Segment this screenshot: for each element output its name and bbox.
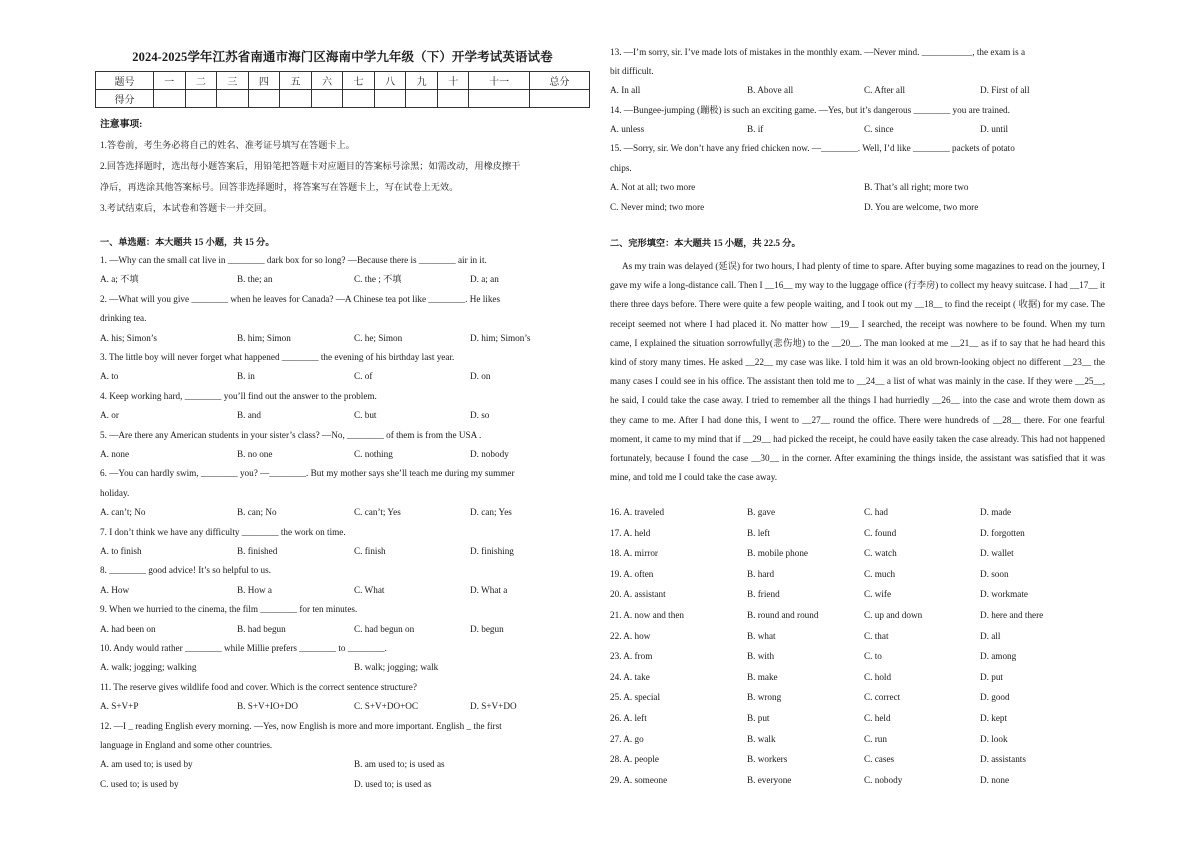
option[interactable]: A. am used to; is used by bbox=[100, 759, 193, 770]
score-cell: 八 bbox=[374, 72, 406, 90]
cloze-option[interactable]: C. cases bbox=[864, 754, 895, 765]
cloze-option[interactable]: C. held bbox=[864, 713, 891, 723]
cloze-option[interactable]: B. hard bbox=[747, 568, 775, 579]
option[interactable]: C. After all bbox=[864, 85, 906, 95]
option[interactable]: B. can; No bbox=[237, 507, 277, 518]
cloze-option[interactable]: D. made bbox=[980, 507, 1012, 517]
option[interactable]: D. begun bbox=[470, 623, 504, 634]
cloze-option[interactable]: D. none bbox=[980, 774, 1010, 785]
cloze-option[interactable]: D. look bbox=[980, 733, 1008, 744]
option[interactable]: A. S+V+P bbox=[100, 701, 139, 712]
cloze-option[interactable]: 25. A. special bbox=[610, 692, 661, 703]
cloze-option[interactable]: B. put bbox=[747, 713, 770, 723]
question-text: 7. I don’t think we have any difficulty ________ the work on time. bbox=[100, 526, 346, 537]
score-input-cell[interactable] bbox=[437, 90, 469, 108]
score-table-score-row bbox=[96, 90, 590, 108]
score-cell: 十一 bbox=[469, 72, 529, 90]
score-cell: 题号 bbox=[96, 72, 154, 90]
score-input-cell[interactable] bbox=[529, 90, 589, 108]
score-input-cell[interactable] bbox=[185, 90, 217, 108]
question-text: 10. Andy would rather ________ while Millie prefers ________ to ________. bbox=[100, 643, 387, 653]
cloze-option[interactable]: C. wife bbox=[864, 589, 892, 600]
option[interactable]: D. You are welcome, two more bbox=[864, 202, 979, 212]
question-15-cont: chips. bbox=[610, 163, 632, 173]
question-text-cont: language in England and some other countries. bbox=[100, 740, 273, 750]
cloze-option[interactable]: C. to bbox=[864, 651, 882, 662]
question-text: 11. The reserve gives wildlife food and cover. Which is the correct sentence structure? bbox=[100, 681, 417, 692]
cloze-option[interactable]: B. left bbox=[747, 527, 770, 538]
cloze-option[interactable]: D. good bbox=[980, 692, 1010, 703]
option[interactable]: A. or bbox=[100, 410, 119, 421]
cloze-option[interactable]: C. up and down bbox=[864, 610, 923, 620]
option[interactable]: C. nothing bbox=[354, 449, 393, 459]
score-input-cell[interactable] bbox=[217, 90, 249, 108]
cloze-option[interactable]: B. with bbox=[747, 651, 775, 662]
score-cell: 四 bbox=[248, 72, 280, 90]
option[interactable]: A. to finish bbox=[100, 546, 142, 556]
cloze-option[interactable]: B. workers bbox=[747, 754, 788, 765]
cloze-option[interactable]: 20. A. assistant bbox=[610, 589, 666, 600]
option[interactable]: D. can; Yes bbox=[470, 507, 512, 518]
question-text: 1. —Why can the small cat live in ________ dark box for so long? —Because there is ________ air in it. bbox=[100, 255, 487, 265]
option[interactable]: C. can’t; Yes bbox=[354, 507, 401, 518]
cloze-option[interactable]: B. walk bbox=[747, 733, 776, 744]
option[interactable]: B. Above all bbox=[747, 85, 794, 95]
cloze-option[interactable]: D. forgotten bbox=[980, 527, 1025, 538]
score-input-cell[interactable] bbox=[311, 90, 343, 108]
score-table-header-row bbox=[96, 72, 590, 90]
option[interactable]: B. finished bbox=[237, 546, 278, 556]
question-14: 14. —Bungee-jumping (蹦极) is such an exciting game. —Yes, but it’s dangerous ________ you are trained. bbox=[610, 105, 1010, 115]
score-cell: 总分 bbox=[529, 72, 589, 90]
notice-heading: 注意事项: bbox=[100, 119, 143, 130]
cloze-option[interactable]: C. hold bbox=[864, 671, 892, 682]
cloze-option[interactable]: 16. A. traveled bbox=[610, 507, 665, 517]
cloze-option[interactable]: D. kept bbox=[980, 713, 1008, 723]
cloze-option[interactable]: D. soon bbox=[980, 568, 1009, 579]
cloze-option[interactable]: 28. A. people bbox=[610, 754, 659, 765]
score-input-cell[interactable] bbox=[374, 90, 406, 108]
option[interactable]: C. S+V+DO+OC bbox=[354, 701, 419, 712]
cloze-option[interactable]: B. what bbox=[747, 630, 776, 641]
score-cell: 三 bbox=[217, 72, 249, 90]
cloze-option[interactable]: D. here and there bbox=[980, 610, 1044, 620]
question-text: 5. —Are there any American students in your sister’s class? —No, ________ of them is from the USA . bbox=[100, 429, 482, 440]
option[interactable]: D. until bbox=[980, 124, 1009, 134]
option[interactable]: D. him; Simon’s bbox=[470, 332, 531, 343]
option[interactable]: A. can’t; No bbox=[100, 507, 146, 518]
notice-item: 1.答卷前，考生务必将自己的姓名、准考证号填写在答题卡上。 bbox=[100, 140, 355, 150]
option[interactable]: D. used to; is used as bbox=[354, 778, 432, 789]
cloze-option[interactable]: D. all bbox=[980, 630, 1001, 641]
cloze-option[interactable]: D. assistants bbox=[980, 754, 1026, 765]
cloze-option[interactable]: B. friend bbox=[747, 589, 780, 600]
score-input-cell[interactable] bbox=[248, 90, 280, 108]
question-text-cont: holiday. bbox=[100, 487, 130, 498]
cloze-option[interactable]: 18. A. mirror bbox=[610, 548, 658, 559]
option[interactable]: A. his; Simon’s bbox=[100, 332, 157, 343]
option[interactable]: B. if bbox=[747, 124, 764, 134]
option[interactable]: B. How a bbox=[237, 584, 272, 595]
cloze-option[interactable]: B. wrong bbox=[747, 692, 782, 703]
notice-item: 2.回答选择题时，选出每小题答案后，用铅笔把答题卡对应题目的答案标号涂黑；如需改动，用橡皮擦干 bbox=[100, 161, 521, 171]
option[interactable]: A. How bbox=[100, 584, 130, 595]
question-text: 12. —I _ reading English every morning. —Yes, now English is more and more important. English _ the first bbox=[100, 720, 502, 731]
option[interactable]: B. am used to; is used as bbox=[354, 759, 445, 770]
cloze-option[interactable]: 26. A. left bbox=[610, 713, 647, 723]
option[interactable]: C. he; Simon bbox=[354, 332, 403, 343]
section1-heading: 一、单选题：本大题共 15 小题，共 15 分。 bbox=[100, 237, 275, 247]
option[interactable]: C. had begun on bbox=[354, 623, 415, 634]
question-text: 8. ________ good advice! It’s so helpful to us. bbox=[100, 565, 271, 576]
question-text: 9. When we hurried to the cinema, the film ________ for ten minutes. bbox=[100, 604, 358, 615]
score-input-cell[interactable] bbox=[469, 90, 529, 108]
cloze-option[interactable]: 22. A. how bbox=[610, 630, 651, 641]
option[interactable]: A. unless bbox=[610, 124, 645, 134]
score-table bbox=[95, 71, 590, 108]
cloze-option[interactable]: B. make bbox=[747, 671, 778, 682]
score-cell: 十 bbox=[437, 72, 469, 90]
option[interactable]: B. and bbox=[237, 410, 261, 421]
option[interactable]: D. a; an bbox=[470, 274, 499, 285]
option[interactable]: B. no one bbox=[237, 449, 273, 459]
question-text: 6. —You can hardly swim, ________ you? —________. But my mother says she’ll teach me during my summer bbox=[100, 468, 515, 479]
option[interactable]: B. the; an bbox=[237, 274, 273, 285]
option[interactable]: D. so bbox=[470, 410, 490, 421]
option[interactable]: B. S+V+IO+DO bbox=[237, 701, 298, 712]
question-text-cont: drinking tea. bbox=[100, 313, 147, 324]
cloze-option[interactable]: C. had bbox=[864, 507, 888, 517]
option[interactable]: A. a; 不填 bbox=[100, 274, 139, 285]
option[interactable]: B. walk; jogging; walk bbox=[354, 662, 439, 673]
score-cell: 得分 bbox=[96, 90, 154, 108]
question-15: 15. —Sorry, sir. We don’t have any fried chicken now. —________. Well, I’d like ________ packets of potato bbox=[610, 143, 1015, 153]
option[interactable]: A. walk; jogging; walking bbox=[100, 662, 197, 673]
option[interactable]: C. but bbox=[354, 410, 377, 421]
question-13-cont: bit difficult. bbox=[610, 66, 654, 76]
cloze-option[interactable]: C. much bbox=[864, 568, 896, 579]
question-text: 3. The little boy will never forget what happened ________ the evening of his birthday last year. bbox=[100, 352, 455, 362]
question-13: 13. —I’m sorry, sir. I’ve made lots of mistakes in the monthly exam. —Never mind. ___________, the exam is a bbox=[610, 47, 1026, 57]
option[interactable]: A. none bbox=[100, 449, 130, 459]
cloze-option[interactable]: 29. A. someone bbox=[610, 774, 668, 785]
option[interactable]: A. had been on bbox=[100, 623, 156, 634]
option[interactable]: C. of bbox=[354, 371, 373, 382]
score-cell: 九 bbox=[406, 72, 438, 90]
option[interactable]: D. What a bbox=[470, 584, 508, 595]
cloze-option[interactable]: C. correct bbox=[864, 692, 901, 703]
option[interactable]: D. First of all bbox=[980, 85, 1030, 95]
score-input-cell[interactable] bbox=[406, 90, 438, 108]
option[interactable]: C. What bbox=[354, 584, 385, 595]
option[interactable]: C. Never mind; two more bbox=[610, 202, 705, 212]
option[interactable]: C. since bbox=[864, 124, 894, 134]
score-cell: 五 bbox=[280, 72, 312, 90]
score-input-cell[interactable] bbox=[280, 90, 312, 108]
score-cell: 六 bbox=[311, 72, 343, 90]
option[interactable]: D. finishing bbox=[470, 546, 514, 556]
cloze-option[interactable]: C. found bbox=[864, 527, 897, 538]
cloze-option[interactable]: C. run bbox=[864, 733, 887, 744]
cloze-option[interactable]: D. wallet bbox=[980, 548, 1014, 559]
score-cell: 二 bbox=[185, 72, 217, 90]
cloze-passage: As my train was delayed (延误) for two hours, I had plenty of time to spare. After buying some magazines to read on the journey, I gave my wife a long-distance call. Then I __16__ my way to the luggage office (行李房) to collect my heavy suitcase. I had __17__ it there three days before. There were quite a few people waiting, and I took out my __18__ to find the receipt ( 收据) for my case. The receipt seemed not where I had placed it. No matter how __19__ I searched, the receipt was nowhere to be found. When my turn came, I explained the situation sorrowfully(悲伤地) to the __20__. The man looked at me __21__ as if to say that he had heard this kind of story many times. He asked __22__ my case was like. I told him it was an old brown-looking object no different __23__ the many cases I could see in his office. The assistant then told me to __24__ a list of what was mainly in the case. If they were __25__, he said, I could take the case away. I tried to remember all the things I had hurriedly __26__ into the case and wrote them down as they came to me. After I had done this, I went to __27__ round the office. There were hundreds of __28__ there. For one fearful moment, it came to my mind that if __29__ had picked the receipt, he could have easily taken the case already. This had not happened fortunately, because I found the case __30__ in the corner. After examining the things inside, the assistant was satisfied that it was mine, and told me I could take the case away. bbox=[610, 261, 1105, 483]
cloze-option[interactable]: B. everyone bbox=[747, 774, 792, 785]
option[interactable]: B. That’s all right; more two bbox=[864, 182, 969, 192]
cloze-option[interactable]: C. watch bbox=[864, 548, 897, 559]
score-input-cell[interactable] bbox=[343, 90, 375, 108]
question-text: 2. —What will you give ________ when he leaves for Canada? —A Chinese tea pot like ________. He likes bbox=[100, 293, 501, 304]
option[interactable]: A. to bbox=[100, 371, 119, 382]
score-cell: 七 bbox=[343, 72, 375, 90]
option[interactable]: B. had begun bbox=[237, 623, 286, 634]
cloze-option[interactable]: 27. A. go bbox=[610, 733, 644, 744]
cloze-option[interactable]: 23. A. from bbox=[610, 651, 653, 662]
option[interactable]: B. in bbox=[237, 371, 255, 382]
notice-item: 3.考试结束后，本试卷和答题卡一并交回。 bbox=[100, 203, 273, 213]
section2-heading: 二、完形填空：本大题共 15 小题，共 22.5 分。 bbox=[610, 238, 801, 248]
cloze-option[interactable]: 17. A. held bbox=[610, 527, 651, 538]
cloze-option[interactable]: C. that bbox=[864, 630, 889, 641]
cloze-option[interactable]: B. gave bbox=[747, 507, 776, 517]
cloze-option[interactable]: B. round and round bbox=[747, 610, 819, 620]
cloze-option[interactable]: C. nobody bbox=[864, 774, 903, 785]
notice-item: 净后，再选涂其他答案标号。回答非选择题时，将答案写在答题卡上，写在试卷上无效。 bbox=[100, 182, 459, 192]
question-text: 4. Keep working hard, ________ you’ll find out the answer to the problem. bbox=[100, 390, 377, 401]
option[interactable]: D. on bbox=[470, 371, 491, 382]
cloze-option[interactable]: 24. A. take bbox=[610, 671, 650, 682]
score-cell: 一 bbox=[154, 72, 186, 90]
cloze-option[interactable]: D. among bbox=[980, 651, 1017, 662]
cloze-option[interactable]: D. put bbox=[980, 671, 1003, 682]
option[interactable]: D. nobody bbox=[470, 449, 509, 459]
cloze-option[interactable]: 21. A. now and then bbox=[610, 610, 685, 620]
cloze-option[interactable]: 19. A. often bbox=[610, 568, 654, 579]
option[interactable]: C. the ; 不填 bbox=[354, 274, 402, 285]
option[interactable]: A. Not at all; two more bbox=[610, 182, 696, 192]
option[interactable]: B. him; Simon bbox=[237, 332, 291, 343]
cloze-option[interactable]: D. workmate bbox=[980, 589, 1028, 600]
option[interactable]: D. S+V+DO bbox=[470, 701, 517, 712]
option[interactable]: A. In all bbox=[610, 85, 641, 95]
option[interactable]: C. finish bbox=[354, 546, 386, 556]
exam-title: 2024-2025学年江苏省南通市海门区海南中学九年级（下）开学考试英语试卷 bbox=[132, 50, 553, 64]
score-input-cell[interactable] bbox=[154, 90, 186, 108]
option[interactable]: C. used to; is used by bbox=[100, 778, 179, 789]
cloze-option[interactable]: B. mobile phone bbox=[747, 548, 808, 559]
